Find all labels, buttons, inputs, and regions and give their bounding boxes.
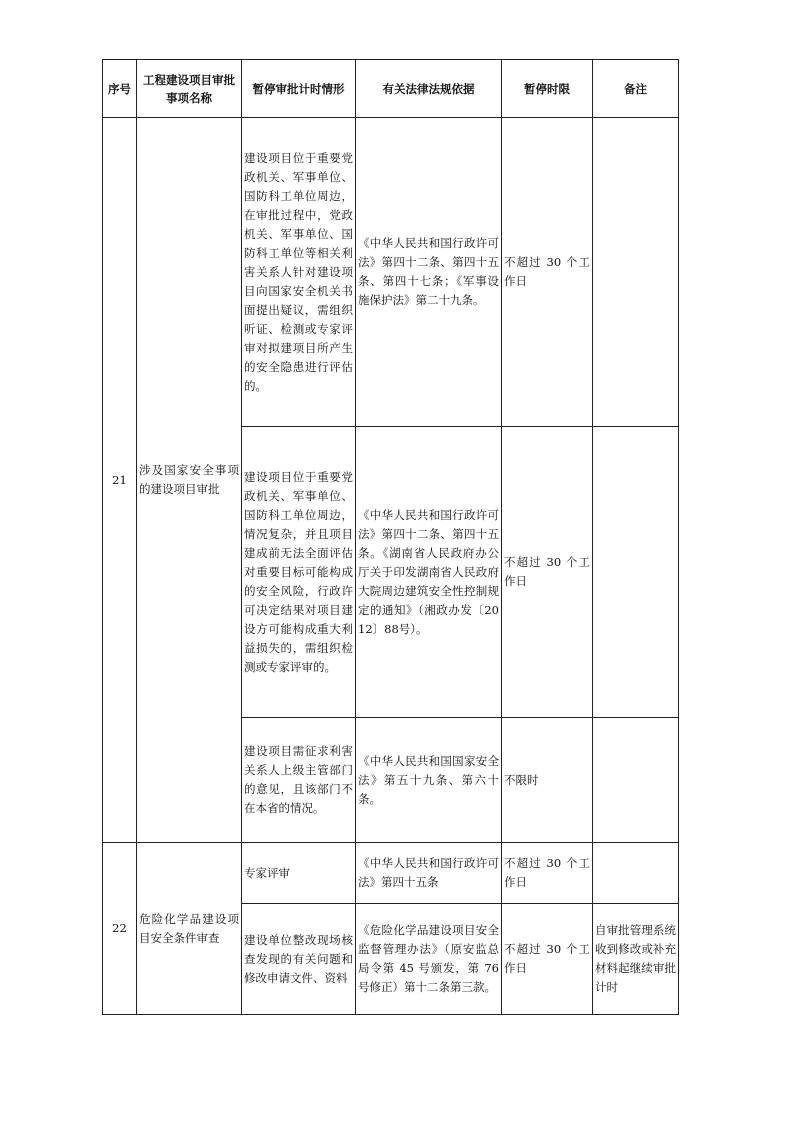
time-limit-cell: 不超过 30 个工作日 <box>502 118 593 427</box>
item-name: 危险化学品建设项目安全条件审查 <box>137 843 242 1015</box>
table-row <box>103 843 679 904</box>
time-limit-cell: 不超过 30 个工作日 <box>502 843 593 904</box>
header-situation: 暂停审批计时情形 <box>242 60 356 118</box>
item-number: 21 <box>103 118 137 843</box>
situation-cell: 建设项目位于重要党政机关、军事单位、国防科工单位周边，情况复杂，并且项目建成前无法全面评估对重要目标可能构成的安全风险，行政许可决定结果对项目建设方可能构成重大利益损失的，需组织检测或专家评审的。 <box>242 427 356 718</box>
situation-cell: 建设项目位于重要党政机关、军事单位、国防科工单位周边，在审批过程中，党政机关、军事单位、国防科工单位等相关利害关系人针对建设项目向国家安全机关书面提出疑议，需组织听证、检测或专家评审对拟建项目所产生的安全隐患进行评估的。 <box>242 118 356 427</box>
time-limit-cell: 不超过 30 个工作日 <box>502 904 593 1015</box>
header-row <box>103 60 679 118</box>
remarks-cell <box>593 427 679 718</box>
remarks-cell <box>593 843 679 904</box>
item-number: 22 <box>103 843 137 1015</box>
item-name: 涉及国家安全事项的建设项目审批 <box>137 118 242 843</box>
situation-cell: 建设项目需征求利害关系人上级主管部门的意见，且该部门不在本省的情况。 <box>242 718 356 843</box>
approval-suspension-table <box>102 59 679 1015</box>
header-time-limit: 暂停时限 <box>502 60 593 118</box>
table-row <box>103 118 679 427</box>
legal-basis-cell: 《中华人民共和国行政许可法》第四十二条、第四十五条。《湖南省人民政府办公厅关于印发湖南省人民政府大院周边建筑安全性控制规定的通知》（湘政办发〔2012〕88号）。 <box>356 427 502 718</box>
header-item-name: 工程建设项目审批事项名称 <box>137 60 242 118</box>
header-remarks: 备注 <box>593 60 679 118</box>
legal-basis-cell: 《危险化学品建设项目安全监督管理办法》（原安监总局令第 45 号颁发，第 76 号修正）第十二条第三款。 <box>356 904 502 1015</box>
legal-basis-cell: 《中华人民共和国行政许可法》第四十五条 <box>356 843 502 904</box>
time-limit-cell: 不限时 <box>502 718 593 843</box>
header-legal-basis: 有关法律法规依据 <box>356 60 502 118</box>
remarks-cell <box>593 118 679 427</box>
situation-cell: 建设单位整改现场核查发现的有关问题和修改申请文件、资料 <box>242 904 356 1015</box>
time-limit-cell: 不超过 30 个工作日 <box>502 427 593 718</box>
legal-basis-cell: 《中华人民共和国国家安全法》第五十九条、第六十条。 <box>356 718 502 843</box>
situation-cell: 专家评审 <box>242 843 356 904</box>
remarks-cell <box>593 718 679 843</box>
remarks-cell: 自审批管理系统收到修改或补充材料起继续审批计时 <box>593 904 679 1015</box>
legal-basis-cell: 《中华人民共和国行政许可法》第四十二条、第四十五条、第四十七条；《军事设施保护法》第二十九条。 <box>356 118 502 427</box>
header-seq: 序号 <box>103 60 137 118</box>
